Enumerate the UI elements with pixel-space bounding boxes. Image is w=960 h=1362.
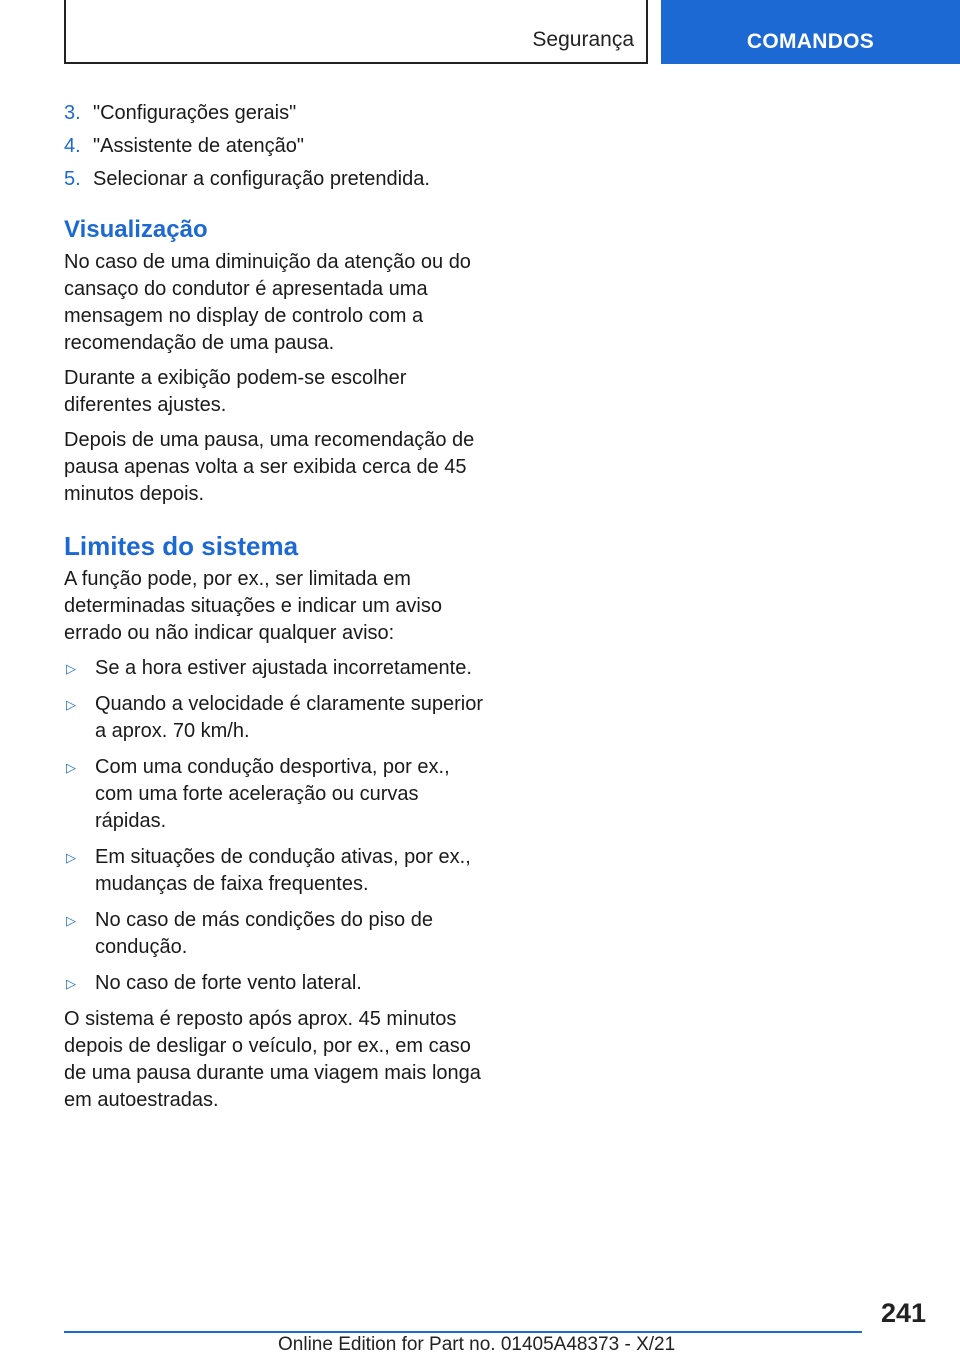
footer-edition[interactable]: Online Edition for Part no. 01405A48373 - X/21 xyxy=(278,1334,676,1355)
list-item xyxy=(64,100,484,127)
triangle-bullet-icon: ▷ xyxy=(66,760,76,775)
triangle-bullet-icon: ▷ xyxy=(66,913,76,928)
triangle-bullet-icon: ▷ xyxy=(66,976,76,991)
list-item xyxy=(64,655,484,682)
step-number: 4. xyxy=(64,135,81,157)
triangle-bullet-icon: ▷ xyxy=(66,850,76,865)
footer-divider xyxy=(64,1331,862,1333)
triangle-bullet-icon: ▷ xyxy=(66,697,76,712)
list-item xyxy=(64,166,484,193)
paragraph: Depois de uma pausa, uma recomendação de pausa apenas volta a ser exibida cerca de 45 minutos depois. xyxy=(64,429,475,505)
page-number: 241 xyxy=(880,1298,926,1328)
header-frame xyxy=(64,0,648,64)
step-number: 5. xyxy=(64,168,81,190)
bullet-text: Com uma condução desportiva, por ex., com uma forte aceleração ou curvas rápidas. xyxy=(95,756,450,832)
step-text: "Configurações gerais" xyxy=(93,102,297,124)
bullet-text: Em situações de condução ativas, por ex., mudanças de faixa frequentes. xyxy=(95,846,471,895)
steps-list xyxy=(64,100,484,193)
step-text: "Assistente de atenção" xyxy=(93,135,304,157)
visualizacao-heading: Visualização xyxy=(64,216,208,243)
list-item xyxy=(64,133,484,160)
paragraph: Durante a exibição podem-se escolher diferentes ajustes. xyxy=(64,367,407,416)
chapter-tab[interactable]: COMANDOS xyxy=(661,0,960,64)
paragraph: O sistema é reposto após aprox. 45 minutos depois de desligar o veículo, por ex., em caso de uma pausa durante uma viagem mais longa em autoestradas. xyxy=(64,1008,481,1111)
paragraph: A função pode, por ex., ser limitada em determinadas situações e indicar um aviso errado ou não indicar qualquer aviso: xyxy=(64,568,442,644)
section-title: Segurança xyxy=(532,28,634,51)
triangle-bullet-icon: ▷ xyxy=(66,661,76,676)
bullet-text: No caso de forte vento lateral. xyxy=(95,972,362,994)
step-text: Selecionar a configuração pretendida. xyxy=(93,168,430,190)
list-item xyxy=(64,844,484,898)
list-item xyxy=(64,907,484,961)
list-item xyxy=(64,691,484,745)
bullet-text: Se a hora estiver ajustada incorretamente. xyxy=(95,657,472,679)
limits-list xyxy=(64,655,484,997)
bullet-text: Quando a velocidade é claramente superior a aprox. 70 km/h. xyxy=(95,693,484,742)
page-content xyxy=(64,100,484,1122)
list-item xyxy=(64,754,484,835)
list-item xyxy=(64,970,484,997)
step-number: 3. xyxy=(64,102,81,124)
paragraph: No caso de uma diminuição da atenção ou do cansaço do condutor é apresentada uma mensagem no display de controlo com a recomendação de uma pausa. xyxy=(64,251,471,354)
limites-heading: Limites do sistema xyxy=(64,531,299,561)
bullet-text: No caso de más condições do piso de condução. xyxy=(95,909,433,958)
